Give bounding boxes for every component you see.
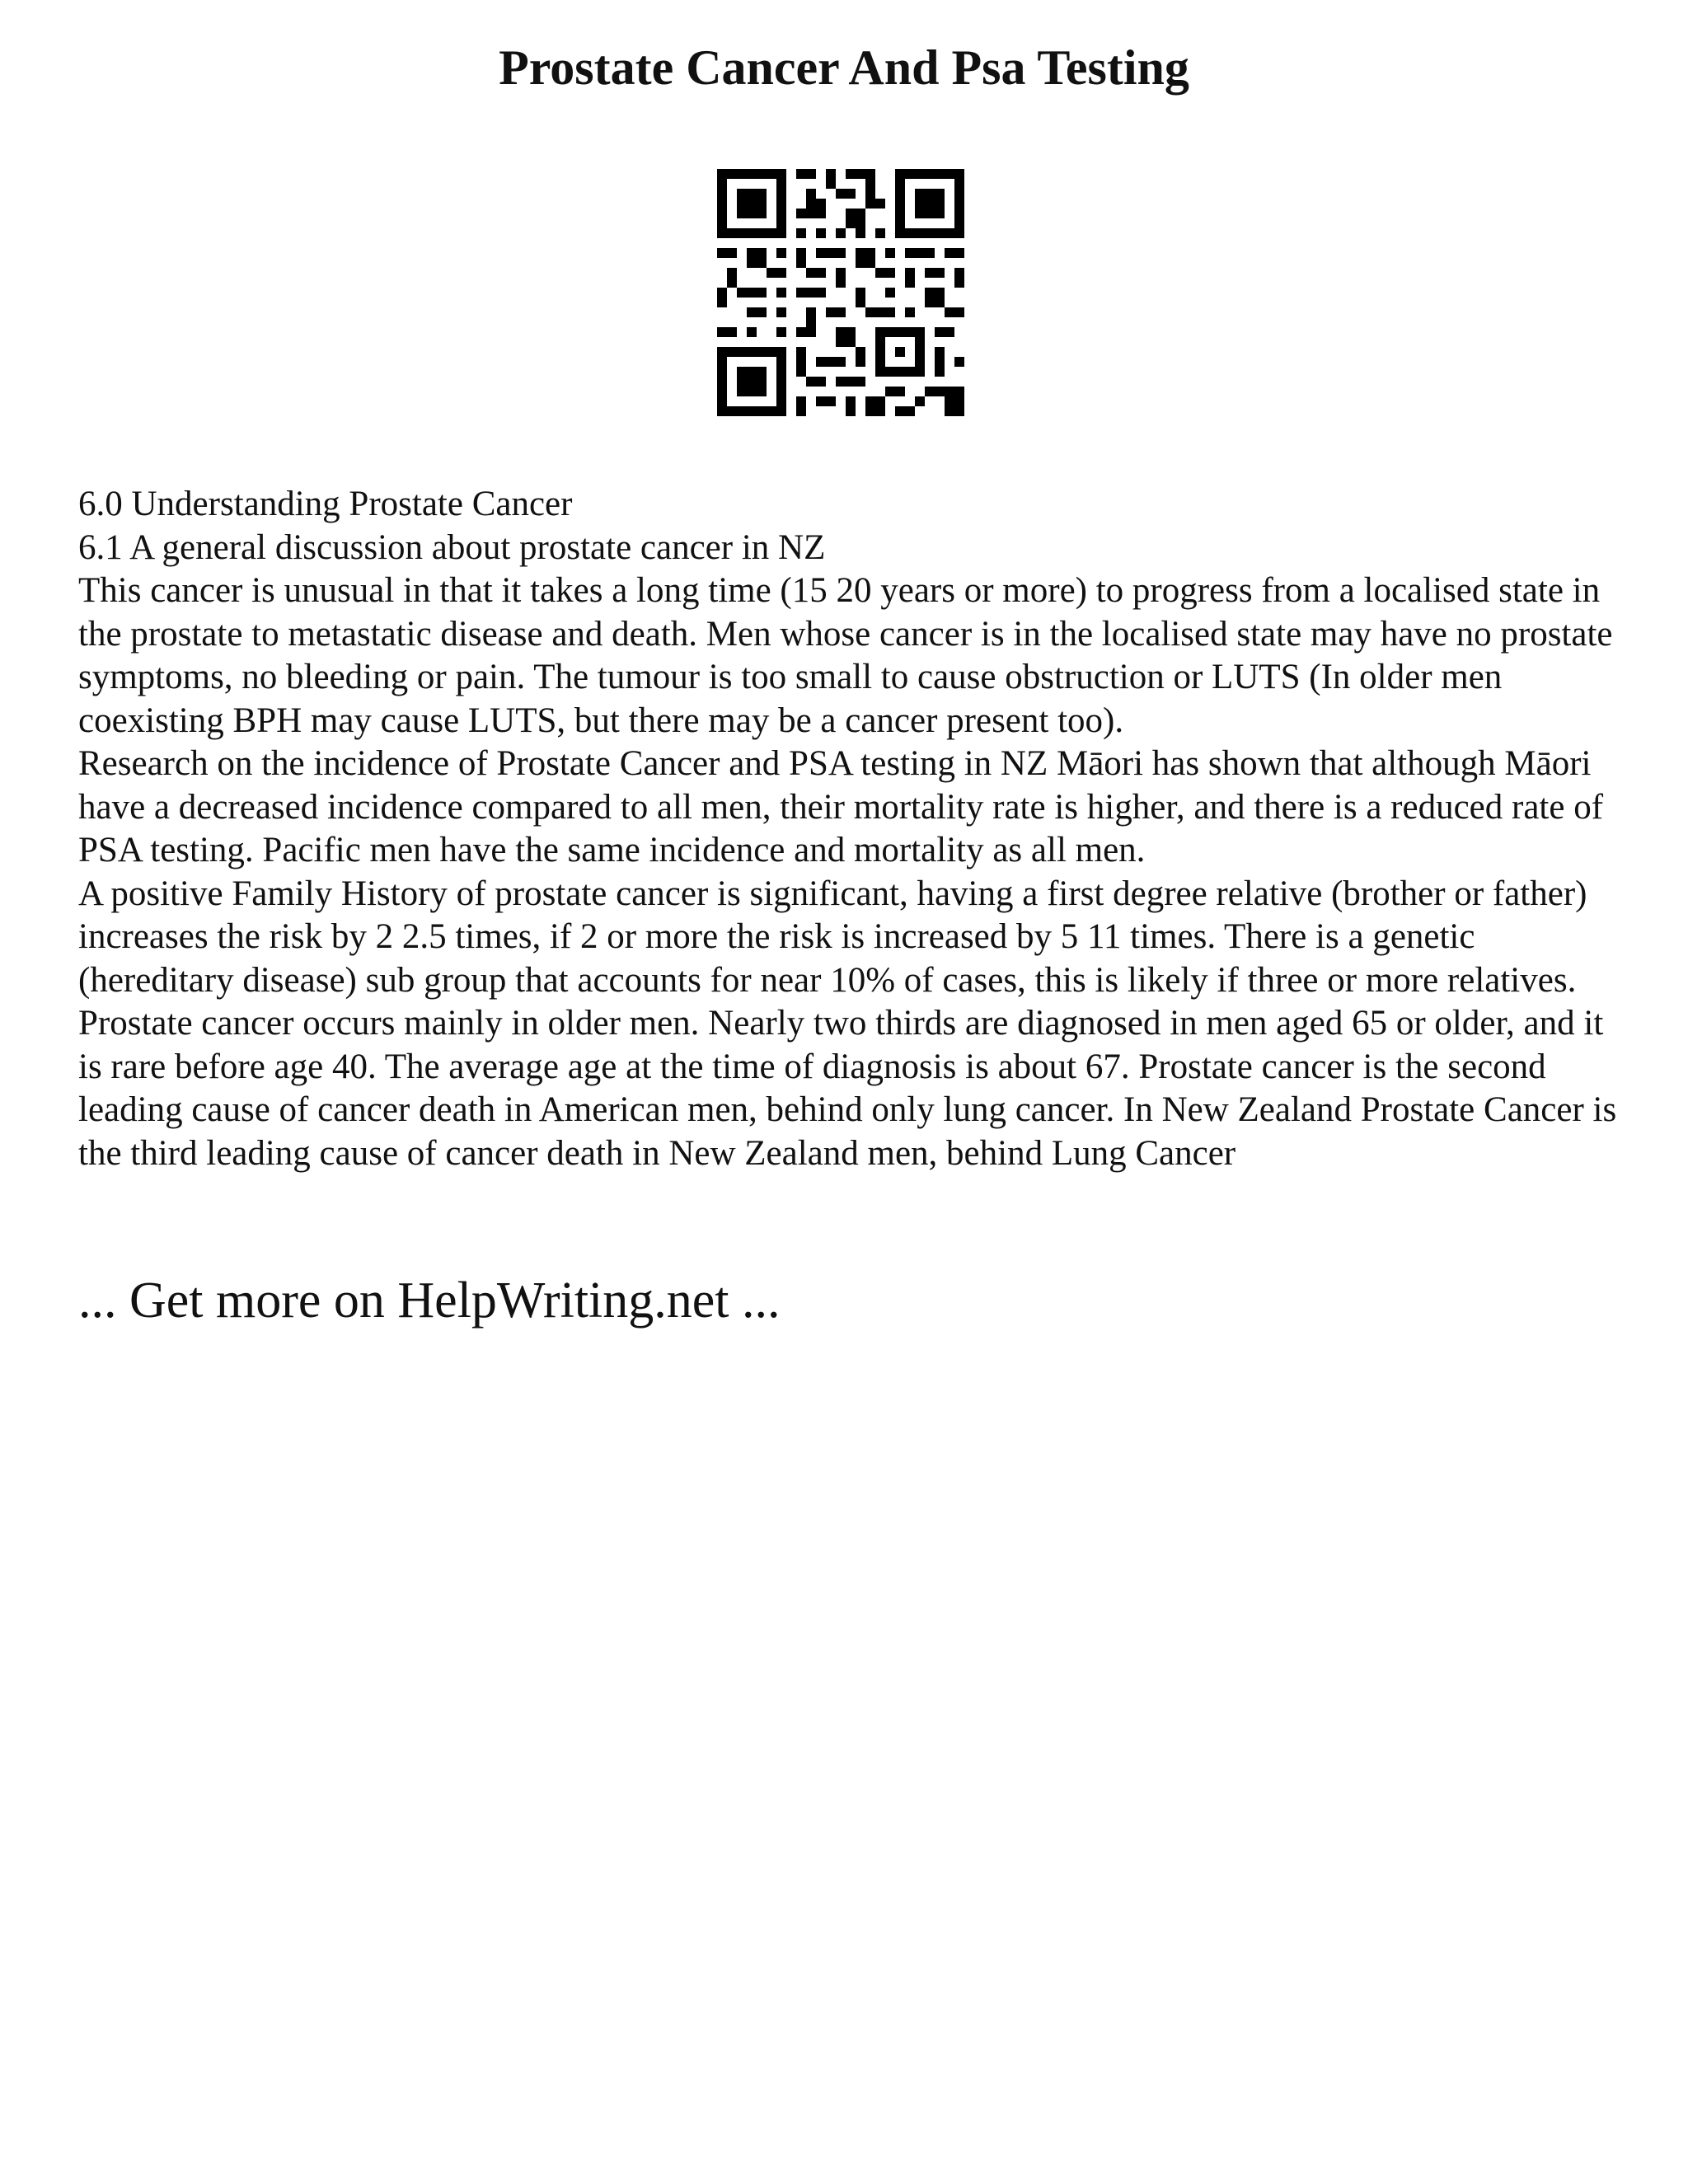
section-heading: 6.0 Understanding Prostate Cancer: [78, 485, 573, 523]
body-paragraph: A positive Family History of prostate cancer is significant, having a first degree relative (brother or father) increases the risk by 2 2.5 times, if 2 or more the risk is increased by 5 11 times. There is a genetic (hereditary disease) sub group that accounts for near 10% of cases, this is likely if three or more relatives.: [78, 874, 1587, 1000]
get-more-link[interactable]: ... Get more on HelpWriting.net ...: [78, 1272, 781, 1329]
article-body: [78, 483, 1628, 1175]
qr-code-icon: [717, 169, 964, 416]
body-paragraph: This cancer is unusual in that it takes a long time (15 20 years or more) to progress from a localised state in the prostate to metastatic disease and death. Men whose cancer is in the localised state may have no prostate symptoms, no bleeding or pain. The tumour is too small to cause obstruction or LUTS (In older men coexisting BPH may cause LUTS, but there may be a cancer present too).: [78, 571, 1613, 740]
qr-code-graphic: [717, 169, 964, 416]
subsection-heading: 6.1 A general discussion about prostate cancer in NZ: [78, 527, 826, 567]
body-paragraph: Prostate cancer occurs mainly in older men. Nearly two thirds are diagnosed in men aged 65 or older, and it is rare before age 40. The average age at the time of diagnosis is about 67. Prostate cancer is the second leading cause of cancer death in American men, behind only lung cancer. In New Zealand Prostate Cancer is the third leading cause of cancer death in New Zealand men, behind Lung Cancer: [78, 1004, 1617, 1173]
body-paragraph: Research on the incidence of Prostate Cancer and PSA testing in NZ Māori has shown that although Māori have a decreased incidence compared to all men, their mortality rate is higher, and there is a reduced rate of PSA testing. Pacific men have the same incidence and mortality as all men.: [78, 744, 1604, 869]
page-title: Prostate Cancer And Psa Testing: [499, 40, 1189, 95]
